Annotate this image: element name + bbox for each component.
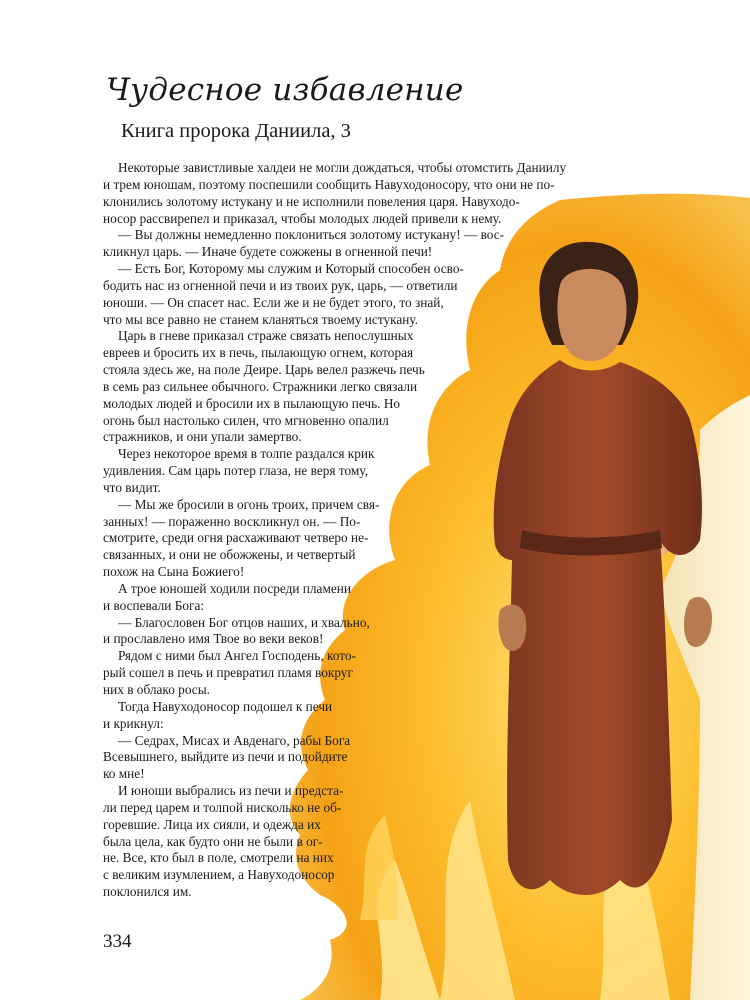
text-line: смотрите, среди огня расхаживают четверо не- (103, 530, 369, 546)
text-line: — Вы должны немедленно поклониться золотому истукану! — вос- (118, 227, 505, 243)
text-line: и крикнул: (103, 715, 164, 731)
text-line: не. Все, кто был в поле, смотрели на них (103, 850, 334, 866)
text-line: бодить нас из огненной печи и из твоих рук, царь, — ответили (103, 277, 458, 293)
text-line: Через некоторое время в толпе раздался крик (118, 446, 375, 462)
text-line: А трое юношей ходили посреди пламени (118, 580, 352, 596)
text-line: — Есть Бог, Которому мы служим и Который способен осво- (118, 261, 464, 276)
text-line: — Благословен Бог отцов наших, и хвально, (118, 614, 370, 630)
text-line: Всевышнего, выйдите из печи и подойдите (103, 749, 348, 765)
text-line: кликнул царь. — Иначе будете сожжены в огненной печи! (103, 244, 433, 260)
text-line: поклонился им. (103, 884, 192, 899)
text-line: с великим изумлением, а Навуходоносор (103, 867, 335, 883)
page-title: Чудесное избавление (106, 72, 464, 108)
text-line: в семь раз сильнее обычного. Стражники легко связали (103, 378, 418, 394)
text-line: что видит. (103, 479, 161, 495)
text-line: связанных, и они не обожжены, и четвертый (103, 547, 356, 563)
text-line: горевшие. Лица их сияли, и одежда их (103, 816, 321, 832)
text-line: юноши. — Он спасет нас. Если же и не будет этого, то знай, (103, 294, 444, 310)
text-line: — Мы же бросили в огонь троих, причем свя- (118, 496, 380, 512)
text-line: евреев и бросить их в печь, пылающую огнем, которая (103, 345, 414, 361)
text-line: Царь в гневе приказал страже связать непослушных (118, 328, 414, 344)
text-line: ко мне! (103, 766, 145, 782)
text-line: занных! — пораженно воскликнул он. — По- (103, 513, 361, 529)
text-line: них в облако росы. (103, 682, 210, 697)
text-line: удивления. Сам царь потер глаза, не веря тому, (103, 463, 368, 479)
text-line: Тогда Навуходоносор подошел к печи (118, 698, 333, 714)
text-line: — Седрах, Мисах и Авденаго, рабы Бога (118, 732, 351, 748)
chapter-subtitle: Книга пророка Даниила, 3 (121, 120, 351, 142)
text-line: что мы все равно не станем кланяться твоему истукану. (103, 311, 419, 327)
text-line: и воспевали Бога: (103, 597, 205, 613)
text-line: и прославлено имя Твое во веки веков! (103, 631, 324, 647)
text-line: носор рассвирепел и приказал, чтобы молодых людей привели к нему. (103, 210, 502, 226)
text-line: клонились золотому истукану и не исполнили повеления царя. Навуходо- (103, 193, 520, 209)
page-number: 334 (103, 931, 132, 952)
text-line: стояла здесь же, на поле Деире. Царь велел разжечь печь (103, 362, 425, 377)
text-line: огонь был настолько силен, что мгновенно опалил (103, 412, 389, 428)
text-line: ли перед царем и толпой нисколько не об- (103, 799, 342, 815)
text-line: И юноши выбрались из печи и предста- (118, 783, 344, 798)
text-line: Рядом с ними был Ангел Господень, кото- (118, 648, 356, 664)
text-line: и трем юношам, поэтому поспешили сообщить Навуходоносору, что они не по- (103, 176, 555, 192)
text-line: Некоторые завистливые халдеи не могли дождаться, чтобы отомстить Даниилу (118, 160, 567, 175)
text-line: молодых людей и бросили их в пылающую печь. Но (103, 395, 401, 411)
text-line: похож на Сына Божиего! (103, 564, 245, 580)
text-line: была цела, как будто они не были в ог- (103, 833, 323, 849)
text-line: стражников, и они упали замертво. (103, 429, 302, 445)
text-line: рый сошел в печь и превратил пламя вокруг (103, 665, 353, 681)
